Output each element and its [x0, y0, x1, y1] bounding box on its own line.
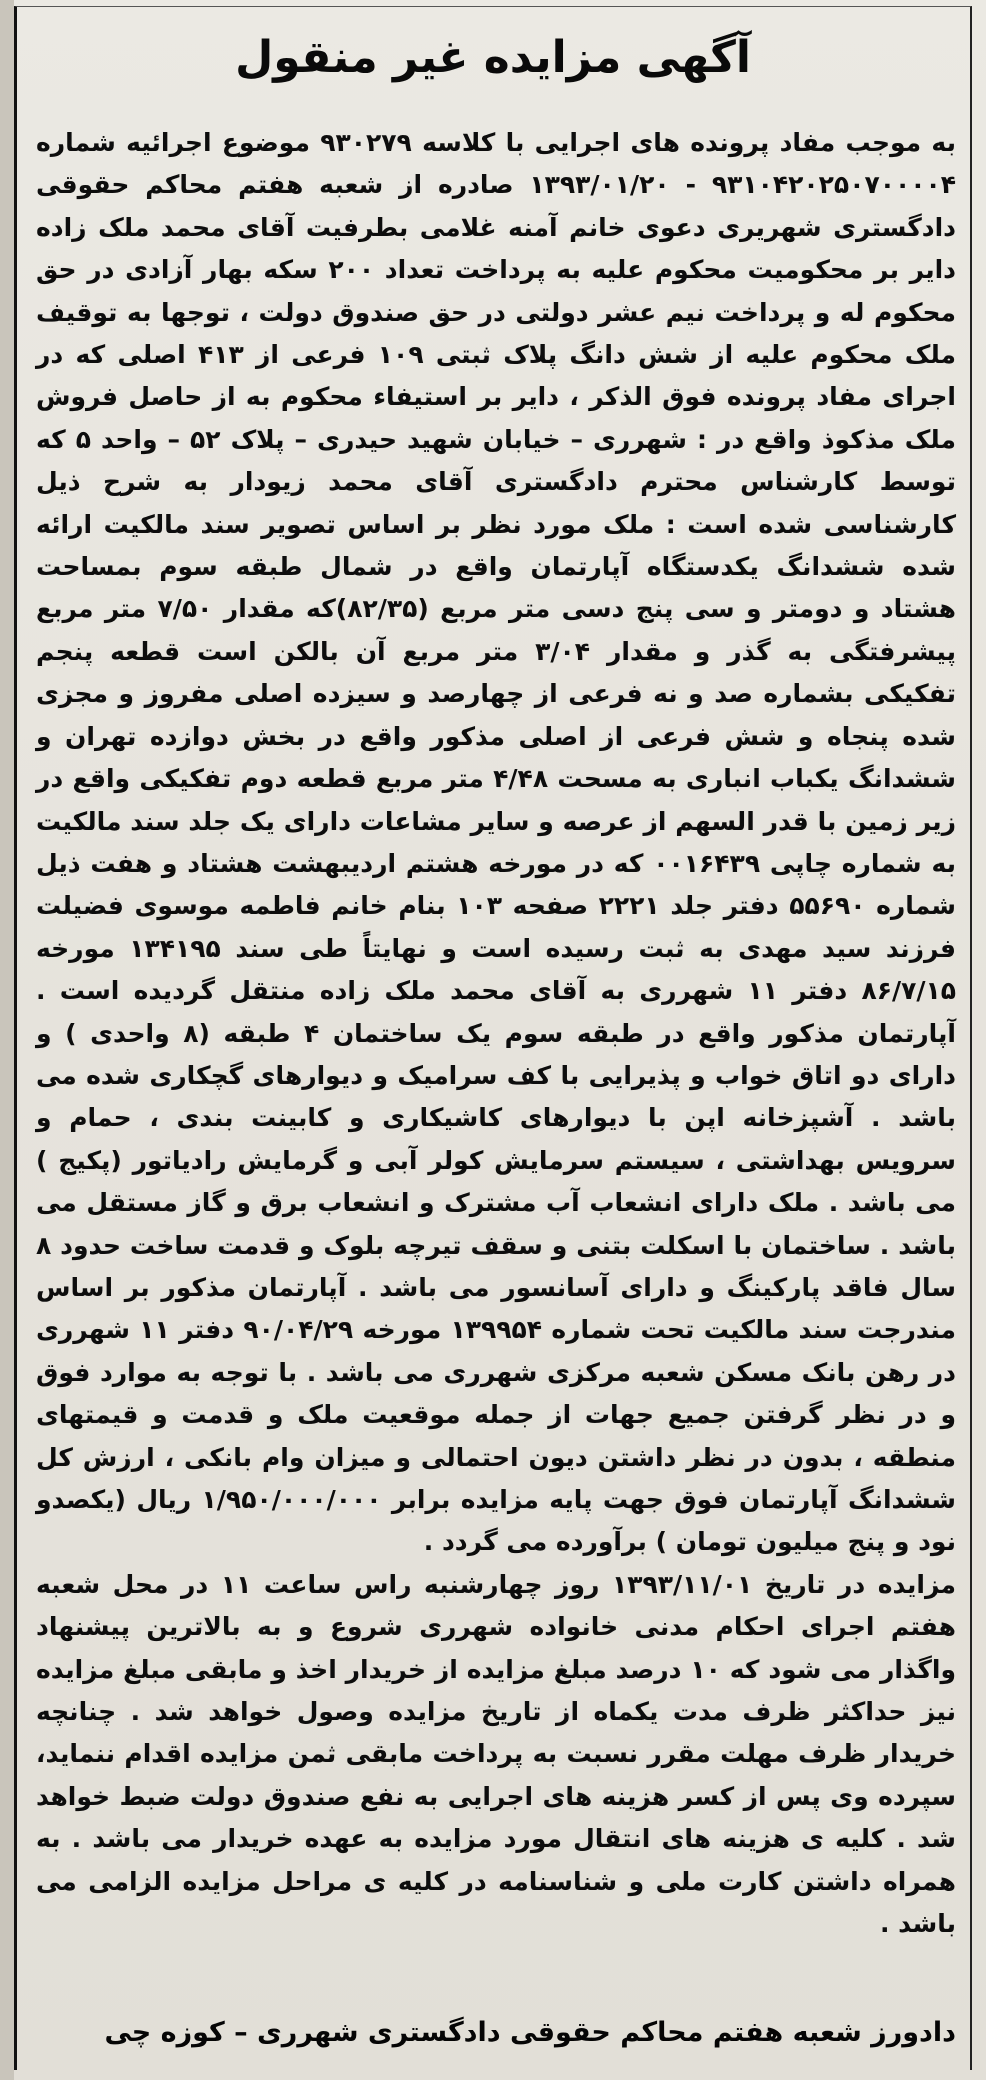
notice-title: آگهی مزایده غیر منقول	[235, 32, 751, 83]
adjacent-column-edge	[0, 0, 14, 2080]
notice-signature: دادورز شعبه هفتم محاکم حقوقی دادگستری شهرری – کوزه چی	[104, 2017, 956, 2048]
notice-body	[36, 122, 956, 1945]
notice-paragraph-auction-terms: مزایده در تاریخ ۱۳۹۳/۱۱/۰۱ روز چهارشنبه راس ساعت ۱۱ در محل شعبه هفتم اجرای احکام مدنی خانواده شهرری شروع و به بالاترین پیشنهاد واگذار می شود که ۱۰ درصد مبلغ مزایده از خریدار اخذ و مابقی مبلغ مزایده نیز حداکثر ظرف مدت یکماه از تاریخ مزایده وصول خواهد شد . چنانچه خریدار ظرف مهلت مقرر نسبت به پرداخت مابقی ثمن مزایده اقدام ننماید، سپرده وی پس از کسر هزینه های اجرایی به نفع صندوق دولت ضبط خواهد شد . کلیه ی هزینه های انتقال مورد مزایده به عهده خریدار می باشد . به همراه داشتن کارت ملی و شناسنامه در کلیه ی مراحل مزایده الزامی می باشد .	[36, 1569, 956, 1939]
notice-paragraph-description: به موجب مفاد پرونده های اجرایی با کلاسه ۹۳۰۲۷۹ موضوع اجرائیه شماره ۹۳۱۰۴۲۰۲۵۰۷۰۰۰۰۴ - ۱۳۹۳/۰۱/۲۰ صادره از شعبه هفتم محاکم حقوقی دادگستری شهریری دعوی خانم آمنه غلامی بطرفیت آقای محمد ملک زاده دایر بر محکومیت محکوم علیه به پرداخت تعداد ۲۰۰ سکه بهار آزادی در حق محکوم له و پرداخت نیم عشر دولتی در حق صندوق دولت ، توجها به توقیف ملک محکوم علیه از شش دانگ پلاک ثبتی ۱۰۹ فرعی از ۴۱۳ اصلی که در اجرای مفاد پرونده فوق الذکر ، دایر بر استیفاء محکوم به از حاصل فروش ملک مذکوذ واقع در : شهرری – خیابان شهید حیدری – پلاک ۵۲ – واحد ۵ که توسط کارشناس محترم دادگستری آقای محمد زیودار به شرح ذیل کارشناسی شده است : ملک مورد نظر بر اساس تصویر سند مالکیت ارائه شده ششدانگ یکدستگاه آپارتمان واقع در شمال طبقه سوم بمساحت هشتاد و دومتر و سی پنج دسی متر مربع (۸۲/۳۵)که مقدار ۷/۵۰ متر مربع پیشرفتگی به گذر و مقدار ۳/۰۴ متر مربع آن بالکن است قطعه پنجم تفکیکی بشماره صد و نه فرعی از چهارصد و سیزده اصلی مفروز و مجزی شده پنجاه و شش فرعی از اصلی مذکور واقع در بخش دوازده تهران و ششدانگ یکباب انباری به مسحت ۴/۴۸ متر مربع قطعه دوم تفکیکی واقع در زیر زمین با قدر السهم از عرصه و سایر مشاعات دارای یک جلد سند مالکیت به شماره چاپی ۰۰۱۶۴۳۹ که در مورخه هشتم اردیبهشت هشتاد و هفت ذیل شماره ۵۵۶۹۰ دفتر جلد ۲۲۲۱ صفحه ۱۰۳ بنام خانم فاطمه موسوی فضیلت فرزند سید مهدی به ثبت رسیده است و نهایتاً طی سند ۱۳۴۱۹۵ مورخه ۸۶/۷/۱۵ دفتر ۱۱ شهرری به آقای محمد ملک زاده منتقل گردیده است . آپارتمان مذکور واقع در طبقه سوم یک ساختمان ۴ طبقه (۸ واحدی ) و دارای دو اتاق خواب و پذیرایی با کف سرامیک و دیوارهای گچکاری شده می باشد . آشپزخانه اپن با دیوارهای کاشیکاری و کابینت بندی ، حمام و سرویس بهداشتی ، سیستم سرمایش کولر آبی و گرمایش رادیاتور (پکیج ) می باشد . ملک دارای انشعاب آب مشترک و انشعاب برق و گاز مستقل می باشد . ساختمان با اسکلت بتنی و سقف تیرچه بلوک و قدمت ساخت حدود ۸ سال فاقد پارکینگ و دارای آسانسور می باشد . آپارتمان مذکور بر اساس مندرجت سند مالکیت تحت شماره ۱۳۹۹۵۴ مورخه ۹۰/۰۴/۲۹ دفتر ۱۱ شهرری در رهن بانک مسکن شعبه مرکزی شهرری می باشد . با توجه به موارد فوق و در نظر گرفتن جمیع جهات از جمله موقعیت ملک و قدمت و قیمتهای منطقه ، بدون در نظر داشتن دیون احتمالی و میزان وام بانکی ، ارزش کل ششدانگ آپارتمان فوق جهت پایه مزایده برابر ۱/۹۵۰/۰۰۰/۰۰۰ ریال (یکصدو نود و پنج میلیون تومان ) برآورده می گردد .	[36, 128, 957, 1557]
